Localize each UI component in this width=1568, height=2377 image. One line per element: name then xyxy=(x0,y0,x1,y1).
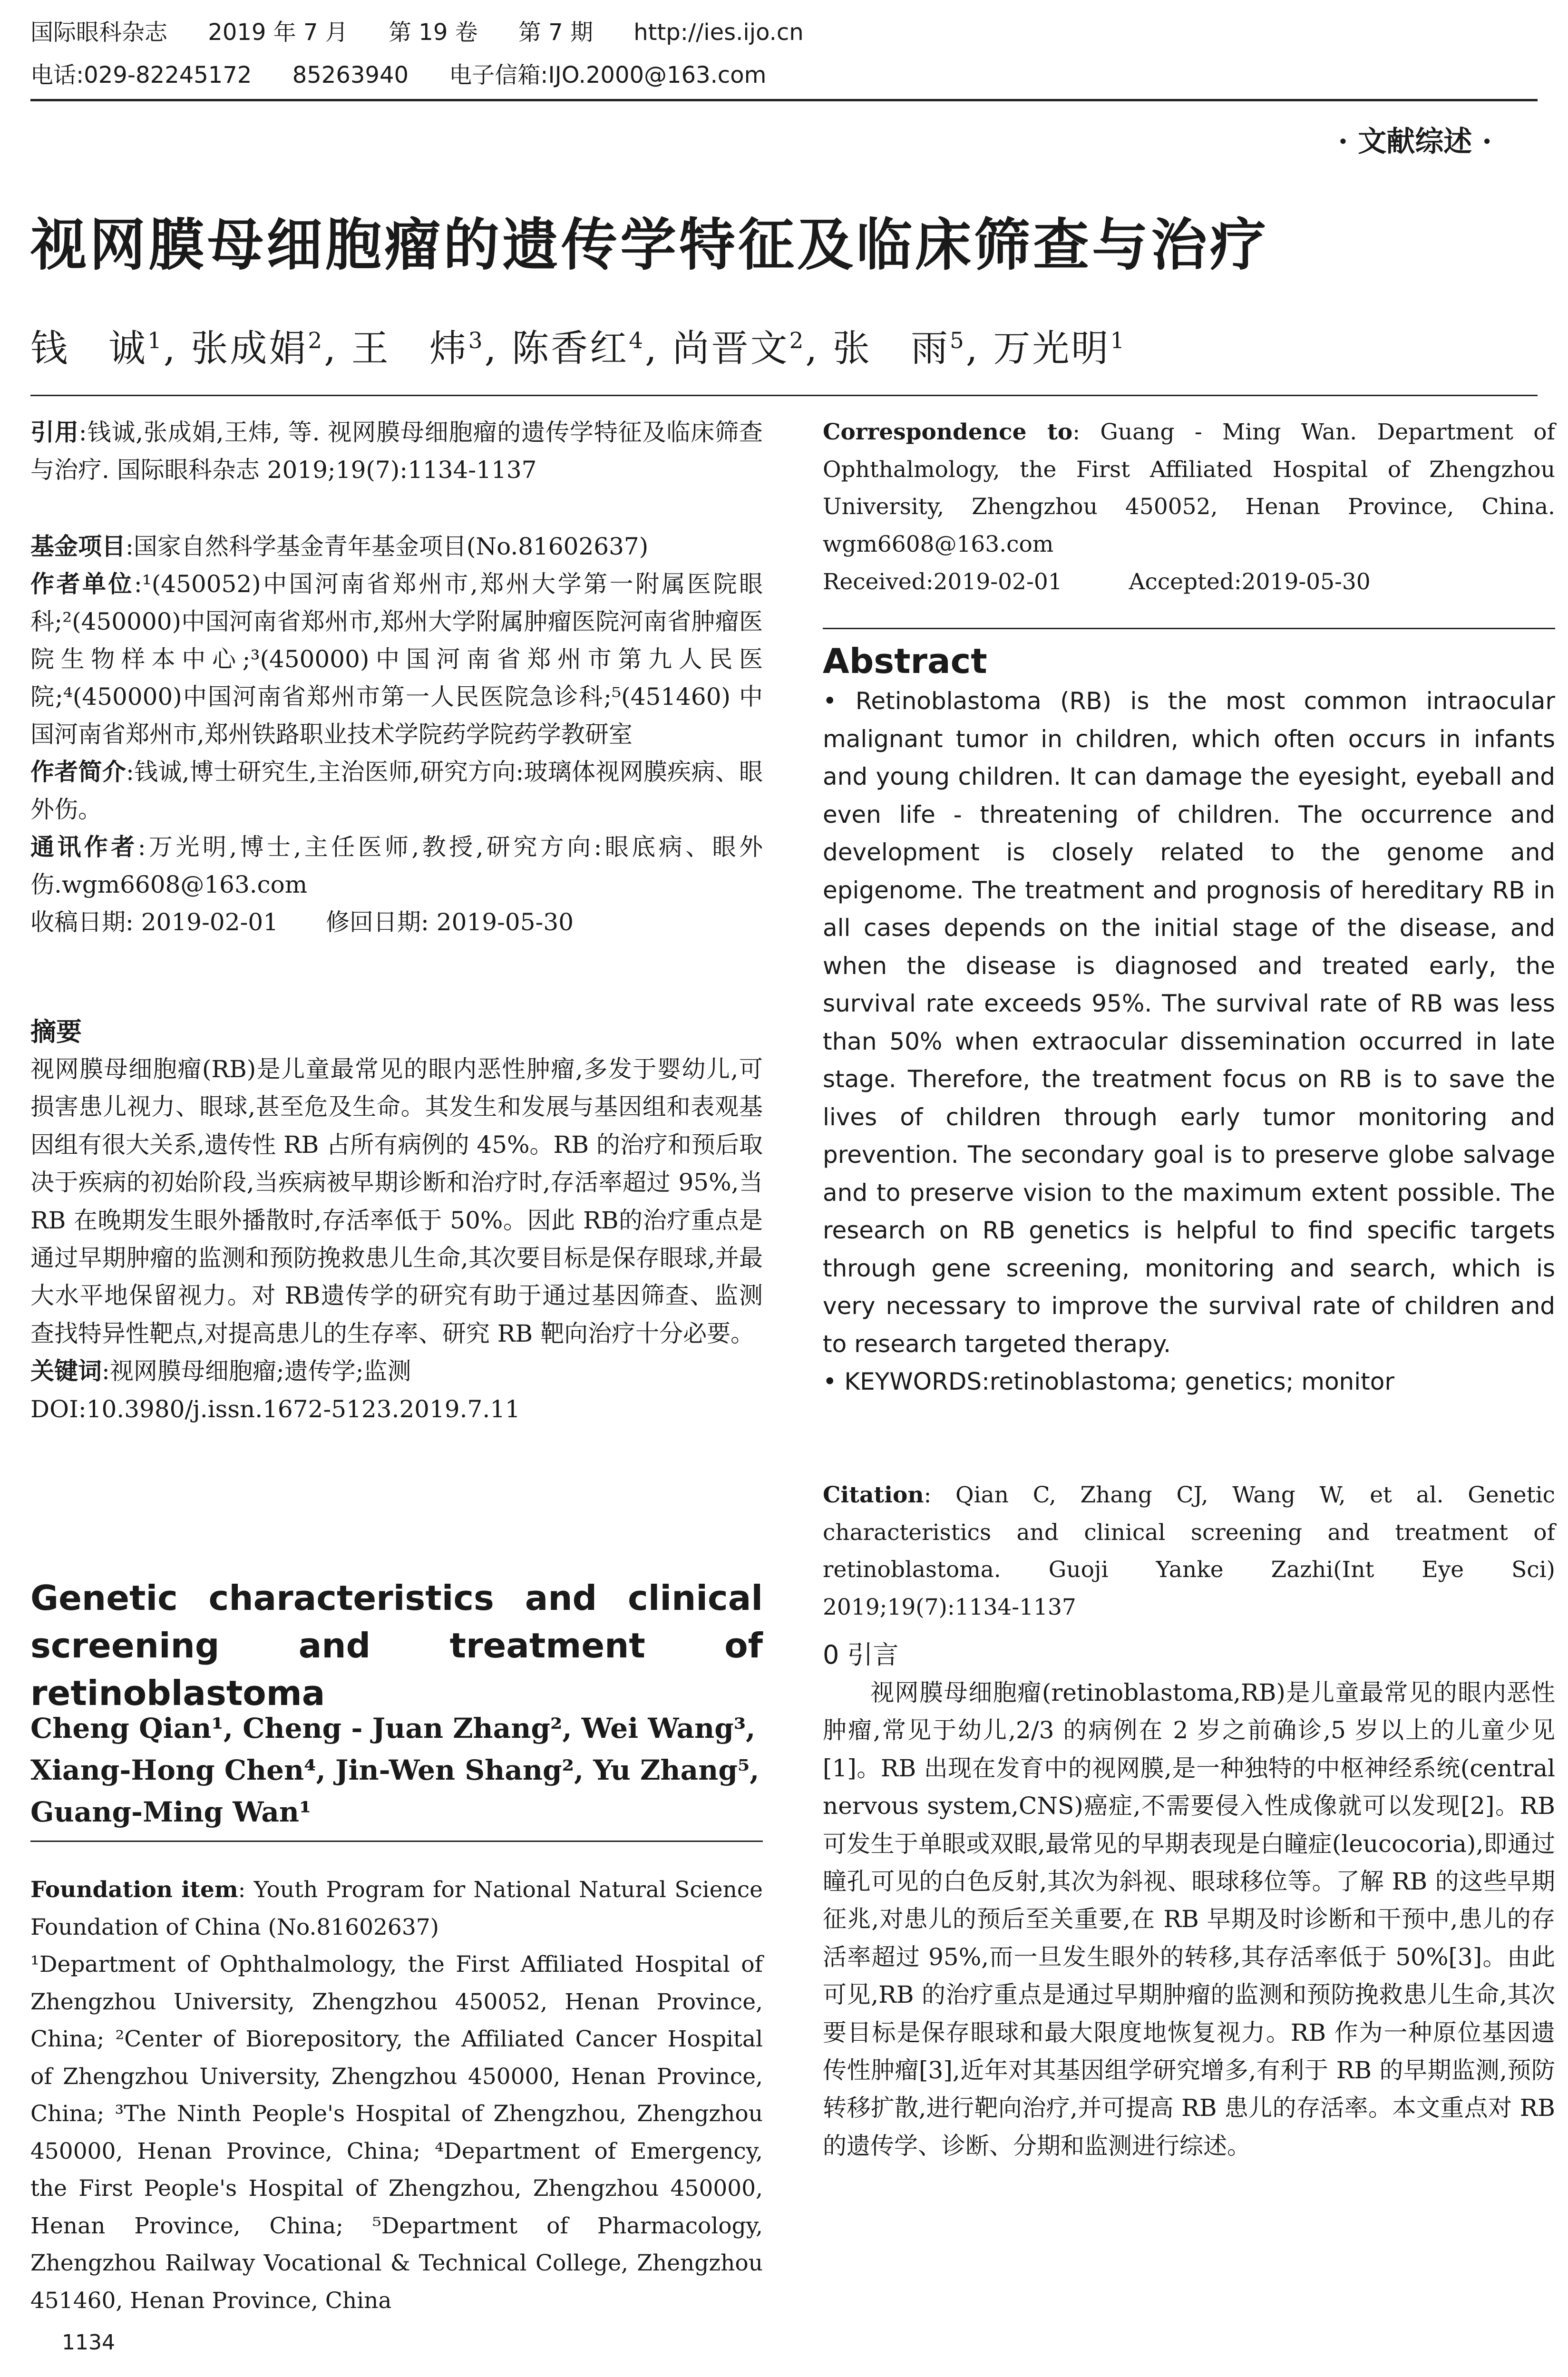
foundation-item: Foundation item: Youth Program for National Natural Science Foundation of China (No.81602637) xyxy=(30,1877,763,1940)
accepted-date: Accepted:2019-05-30 xyxy=(1129,569,1371,595)
en-citation: Citation: Qian C, Zhang CJ, Wang W, et al. Genetic characteristics and clinical screening and treatment of retinoblastoma. Guoji Yanke Zazhi(Int Eye Sci) 2019;19(7):1134-1137 xyxy=(823,1482,1555,1620)
issue-number: 第 7 期 xyxy=(518,19,593,46)
phone: 电话:029-82245172 xyxy=(30,62,252,88)
abstract-rule xyxy=(823,628,1555,629)
received-accepted xyxy=(823,564,1555,601)
email: 电子信箱:IJO.2000@163.com xyxy=(449,62,767,88)
title-rule xyxy=(30,395,1538,396)
header-rule xyxy=(30,99,1538,101)
submission-dates: 收稿日期: 2019-02-01 修回日期: 2019-05-30 xyxy=(30,908,574,936)
cn-citation: 引用:钱诚,张成娟,王炜, 等. 视网膜母细胞瘤的遗传学特征及临床筛查与治疗. 国际眼科杂志 2019;19(7):1134-1137 xyxy=(30,419,763,484)
author: 万光明 xyxy=(993,327,1110,370)
doi[interactable]: DOI:10.3980/j.issn.1672-5123.2019.7.11 xyxy=(30,1395,520,1423)
author: 王 炜 xyxy=(351,327,468,370)
cn-abstract-text: 视网膜母细胞瘤(RB)是儿童最常见的眼内恶性肿瘤,多发于婴幼儿,可损害患儿视力、眼球,甚至危及生命。其发生和发展与基因组和表观基因组有很大关系,遗传性 RB 占所有病例的 45%。RB 的治疗和预后取决于疾病的初始阶段,当疾病被早期诊断和治疗时,存活率超过 95%,当RB 在晚期发生眼外播散时,存活率低于 50%。因此 RB的治疗重点是通过早期肿瘤的监测和预防挽救患儿生命,其次要目标是保存眼球,并最大水平地保留视力。对 RB遗传学的研究有助于通过基因筛查、监测查找特异性靶点,对提高患儿的生存率、研究 RB 靶向治疗十分必要。 xyxy=(30,1055,763,1347)
journal-url[interactable]: http://ies.ijo.cn xyxy=(633,19,804,46)
introduction xyxy=(823,1636,1555,2165)
cn-keywords: 关键词:视网膜母细胞瘤;遗传学;监测 xyxy=(30,1357,411,1385)
author: 钱 诚 xyxy=(30,327,148,370)
journal-header-line1 xyxy=(30,18,837,47)
author-intro: 作者简介:钱诚,博士研究生,主治医师,研究方向:玻璃体视网膜疾病、眼外伤。 xyxy=(30,758,763,823)
en-authors: Cheng Qian¹, Cheng - Juan Zhang², Wei Wang³, Xiang-Hong Chen⁴, Jin-Wen Shang², Yu Zhang⁵, Guang-Ming Wan¹ xyxy=(30,1712,760,1828)
corresponding-author: 通讯作者:万光明,博士,主任医师,教授,研究方向:眼底病、眼外伤.wgm6608@163.com xyxy=(30,833,763,898)
author: 陈香红 xyxy=(512,327,629,370)
fund-item: 基金项目:国家自然科学基金青年基金项目(No.81602637) xyxy=(30,533,649,560)
issue-date: 2019 年 7 月 xyxy=(208,19,348,46)
author: 张 雨 xyxy=(832,327,950,370)
volume: 第 19 卷 xyxy=(389,19,478,46)
cn-abstract xyxy=(30,1013,763,1428)
article-title: 视网膜母细胞瘤的遗传学特征及临床筛查与治疗 xyxy=(30,212,1269,278)
affiliations: ¹Department of Ophthalmology, the First Affiliated Hospital of Zhengzhou University, Zhengzhou 450052, Henan Province, China; ²Center of Biorepository, the Affiliated Cancer Hospital of Zhengzhou University, Zhengzhou 450000, Henan Province, China; ³The Ninth People's Hospital of Zhengzhou, Zhengzhou 450000, Henan Province, China; ⁴Department of Emergency, the First People's Hospital of Zhengzhou, Zhengzhou 450000, Henan Province, China; ⁵Department of Pharmacology, Zhengzhou Railway Vocational & Technical College, Zhengzhou 451460, Henan Province, China xyxy=(30,1951,763,2314)
en-footnotes xyxy=(30,1871,763,2319)
en-title: Genetic characteristics and clinical screening and treatment of retinoblastoma xyxy=(30,1578,763,1713)
correspondence: Correspondence to: Guang - Ming Wan. Department of Ophthalmology, the First Affiliated Hospital of Zhengzhou University, Zhengzhou 450052, Henan Province, China. wgm6608@163.com xyxy=(823,419,1555,557)
author: 尚晋文 xyxy=(672,327,789,370)
intro-text: 视网膜母细胞瘤(retinoblastoma,RB)是儿童最常见的眼内恶性肿瘤,常见于幼儿,2/3 的病例在 2 岁之前确诊,5 岁以上的儿童少见[1]。RB 出现在发育中的视网膜,是一种独特的中枢神经系统(central nervous system,CNS)癌症,不需要侵入性成像就可以发现[2]。RB 可发生于单眼或双眼,最常见的早期表现是白瞳症(leucocoria),即通过瞳孔可见的白色反射,其次为斜视、眼球移位等。了解 RB 的这些早期征兆,对患儿的预后至关重要,在 RB 早期及时诊断和干预中,患儿的存活率超过 95%,而一旦发生眼外的转移,其存活率低于 50%[3]。由此可见,RB 的治疗重点是通过早期肿瘤的监测和预防挽救患儿生命,其次要目标是保存眼球和最大限度地恢复视力。RB 作为一种原位基因遗传性肿瘤[3],近年对其基因组学研究增多,有利于 RB 的早期监测,预防转移扩散,进行靶向治疗,并可提高 RB 患儿的存活率。本文重点对 RB 的遗传学、诊断、分期和监测进行综述。 xyxy=(823,1679,1555,2160)
en-abstract-text: • Retinoblastoma (RB) is the most common intraocular malignant tumor in children, which often occurs in infants and young children. It can damage the eyesight, eyeball and even life - threatening of children. The occurrence and development is closely related to the genome and epigenome. The treatment and prognosis of hereditary RB in all cases depends on the initial stage of the disease, and when the disease is diagnosed and treated early, the survival rate exceeds 95%. The survival rate of RB was less than 50% when extraocular dissemination occurred in late stage. Therefore, the treatment focus on RB is to save the lives of children through early tumor monitoring and prevention. The secondary goal is to preserve globe salvage and to preserve vision to the maximum extent possible. The research on RB genetics is helpful to find specific targets through gene screening, monitoring and search, which is very necessary to improve the survival rate of children and to research targeted therapy. xyxy=(823,687,1555,1358)
en-authors-rule xyxy=(30,1841,763,1842)
intro-heading: 0 引言 xyxy=(823,1640,899,1670)
en-keywords: • KEYWORDS:retinoblastoma; genetics; monitor xyxy=(823,1368,1394,1395)
author: 张成娟 xyxy=(191,327,308,370)
page-number: 1134 xyxy=(62,2330,115,2355)
received-date: Received:2019-02-01 xyxy=(823,569,1062,595)
cn-abstract-heading: 摘要 xyxy=(30,1017,82,1047)
section-tag: · 文献综述 · xyxy=(1338,125,1492,158)
author-units: 作者单位:¹(450052)中国河南省郑州市,郑州大学第一附属医院眼科;²(450000)中国河南省郑州市,郑州大学附属肿瘤医院河南省肿瘤医院生物样本中心;³(450000)中国河南省郑州市第九人民医院;⁴(450000)中国河南省郑州市第一人民医院急诊科;⁵(451460) 中国河南省郑州市,郑州铁路职业技术学院药学院药学教研室 xyxy=(30,570,763,748)
phone-alt: 85263940 xyxy=(292,62,409,88)
cn-metadata xyxy=(30,528,763,941)
en-abstract xyxy=(823,640,1555,1401)
journal-header-line2 xyxy=(30,61,799,89)
en-abstract-heading: Abstract xyxy=(823,641,987,681)
author-list: 钱 诚$^1$, 张成娟$^2$, 王 炜$^3$, 陈香红$^4$, 尚晋文$^2$, 张 雨$^5$, 万光明$^1$ xyxy=(30,327,1127,370)
journal-name: 国际眼科杂志 xyxy=(30,19,168,46)
